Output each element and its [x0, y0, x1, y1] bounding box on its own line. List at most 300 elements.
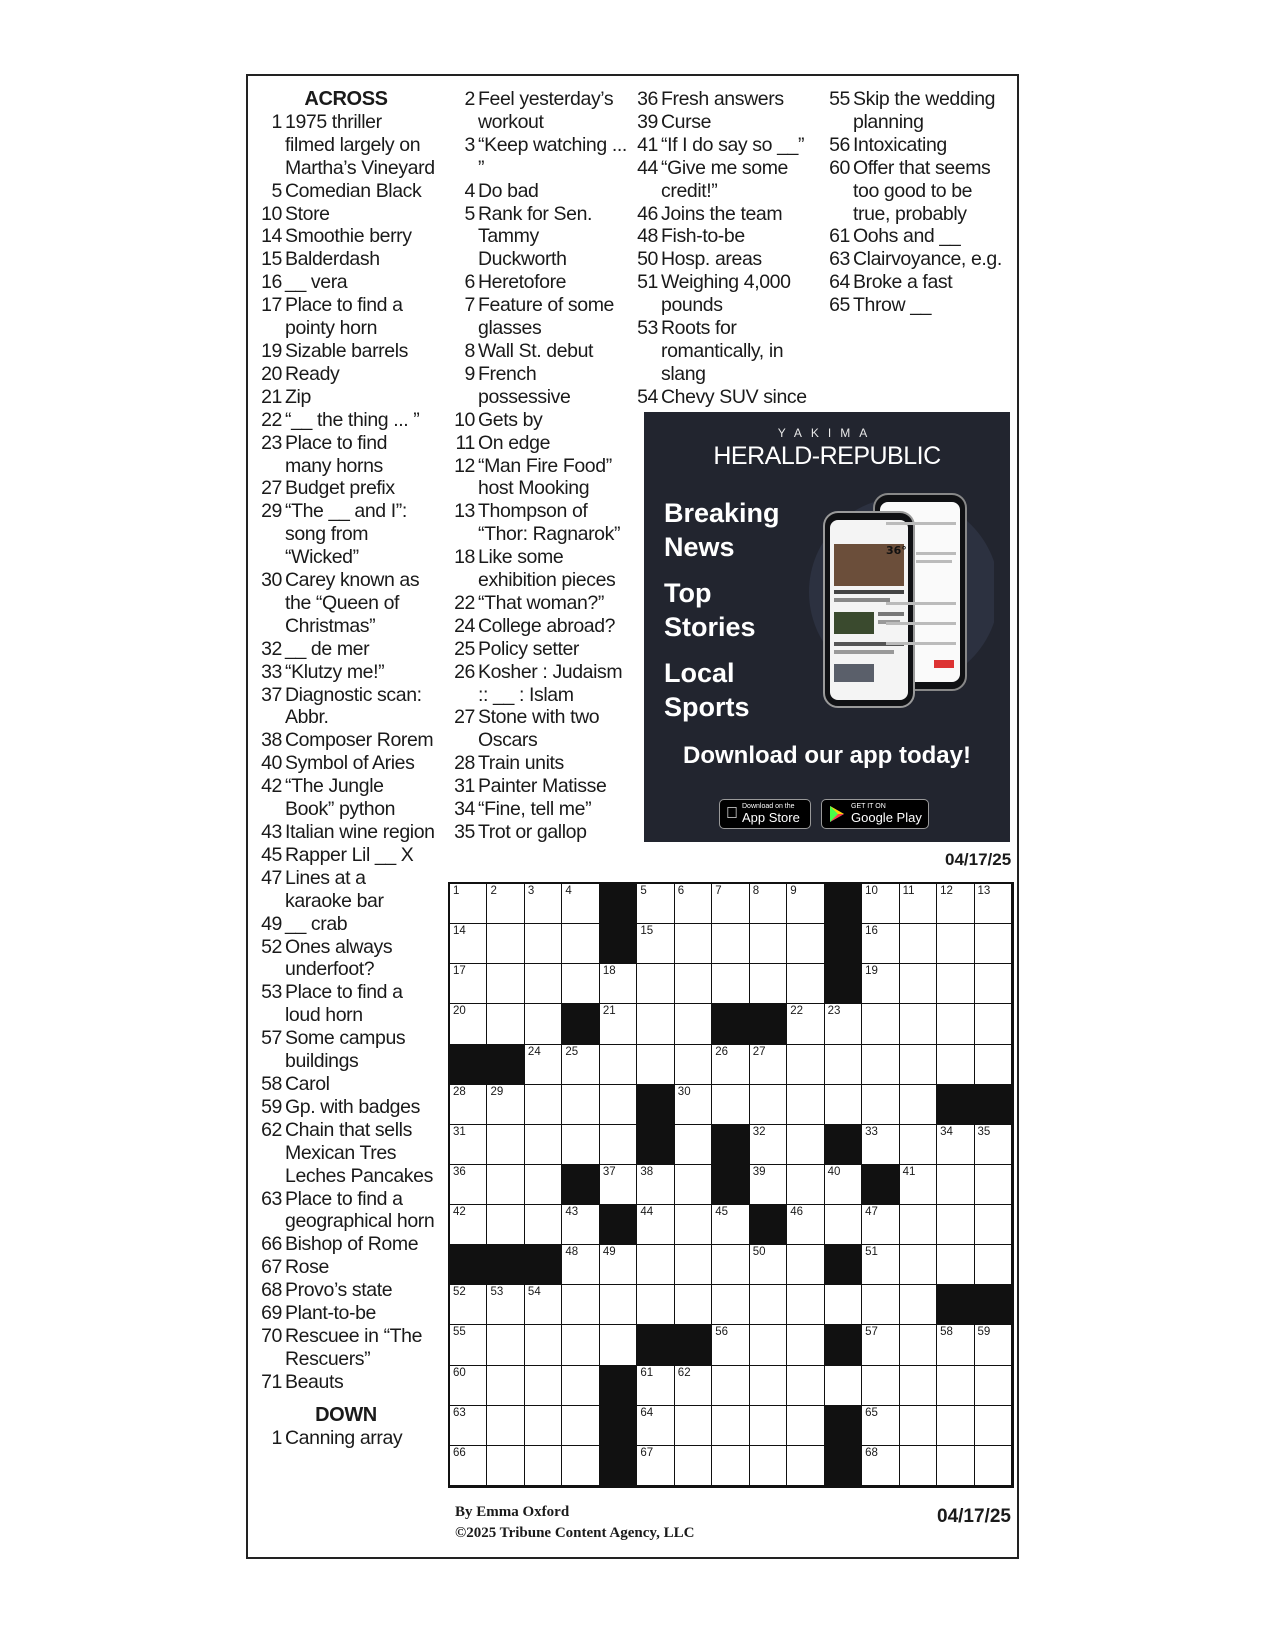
- grid-cell[interactable]: [487, 1165, 524, 1205]
- cell-number: 21: [602, 1005, 616, 1018]
- grid-cell[interactable]: [487, 1004, 524, 1044]
- grid-cell[interactable]: [637, 1245, 674, 1285]
- clue-number: 14: [261, 225, 282, 248]
- across-clue: [256, 111, 436, 180]
- grid-cell[interactable]: [487, 964, 524, 1004]
- grid-cell[interactable]: [450, 1125, 487, 1165]
- cell-number: 19: [865, 965, 878, 978]
- grid-cell[interactable]: [450, 1446, 487, 1486]
- grid-cell[interactable]: [787, 1366, 824, 1406]
- across-clue: [256, 661, 436, 684]
- grid-cell[interactable]: [937, 964, 974, 1004]
- down-clue-list: [449, 88, 629, 844]
- app-store-button[interactable]: [719, 799, 811, 829]
- black-square: [637, 1085, 674, 1125]
- grid-cell[interactable]: [637, 1285, 674, 1325]
- grid-cell[interactable]: [712, 1366, 749, 1406]
- grid-cell[interactable]: [825, 1366, 862, 1406]
- cell-number: 61: [640, 1366, 654, 1379]
- grid-cell[interactable]: [975, 1125, 1012, 1165]
- down-clue: [449, 134, 629, 180]
- cell-number: 24: [527, 1045, 541, 1058]
- clue-text: Chain that sells Mexican Tres Leches Pancakes: [285, 1118, 433, 1187]
- clue-number: 32: [261, 637, 282, 660]
- grid-cell[interactable]: [862, 924, 899, 964]
- cell-number: 52: [453, 1286, 466, 1299]
- grid-cell[interactable]: [900, 884, 937, 924]
- grid-cell[interactable]: [937, 1366, 974, 1406]
- grid-cell[interactable]: [862, 1045, 899, 1085]
- grid-cell[interactable]: [975, 1245, 1012, 1285]
- clue-number: 16: [261, 271, 282, 294]
- grid-cell[interactable]: [937, 884, 974, 924]
- across-clue: [256, 752, 436, 775]
- grid-cell[interactable]: [937, 1446, 974, 1486]
- grid-cell[interactable]: [525, 1125, 562, 1165]
- grid-cell[interactable]: [600, 1004, 637, 1044]
- grid-cell[interactable]: [562, 924, 599, 964]
- black-square: [825, 1125, 862, 1165]
- grid-cell[interactable]: [862, 1125, 899, 1165]
- grid-cell[interactable]: [600, 1245, 637, 1285]
- grid-cell[interactable]: [637, 1165, 674, 1205]
- grid-cell[interactable]: [450, 1406, 487, 1446]
- phone-temperature: 36°: [886, 544, 907, 557]
- grid-cell[interactable]: [712, 1205, 749, 1245]
- crossword-grid[interactable]: [448, 882, 1014, 1488]
- grid-cell[interactable]: [712, 1045, 749, 1085]
- grid-cell[interactable]: [787, 1205, 824, 1245]
- grid-cell[interactable]: [637, 1045, 674, 1085]
- grid-cell[interactable]: [675, 1085, 712, 1125]
- grid-cell[interactable]: [600, 1085, 637, 1125]
- black-square: [600, 884, 637, 924]
- grid-cell[interactable]: [787, 1085, 824, 1125]
- cell-number: 29: [490, 1085, 504, 1098]
- grid-cell[interactable]: [637, 1366, 674, 1406]
- grid-cell[interactable]: [562, 1125, 599, 1165]
- grid-cell[interactable]: [900, 964, 937, 1004]
- clue-text: Skip the wedding planning: [853, 88, 996, 133]
- grid-cell[interactable]: [750, 1325, 787, 1365]
- grid-cell[interactable]: [975, 1446, 1012, 1486]
- down-clue: [449, 203, 629, 272]
- grid-cell[interactable]: [825, 1205, 862, 1245]
- grid-cell[interactable]: [562, 964, 599, 1004]
- clue-text: Weighing 4,000 pounds: [661, 271, 791, 317]
- grid-cell[interactable]: [675, 1165, 712, 1205]
- grid-cell[interactable]: [487, 1085, 524, 1125]
- grid-cell[interactable]: [525, 1165, 562, 1205]
- grid-cell[interactable]: [787, 964, 824, 1004]
- black-square: [600, 1406, 637, 1446]
- clue-number: 61: [829, 225, 850, 248]
- grid-cell[interactable]: [450, 1205, 487, 1245]
- grid-cell[interactable]: [787, 1406, 824, 1446]
- down-clue: [632, 225, 822, 248]
- grid-cell[interactable]: [975, 1325, 1012, 1365]
- clue-text: Zip: [285, 385, 311, 408]
- grid-cell[interactable]: [487, 1205, 524, 1245]
- down-clue: [449, 432, 629, 455]
- clue-number: 15: [261, 248, 282, 271]
- clue-text: “If I do say so __”: [661, 133, 805, 156]
- grid-cell[interactable]: [525, 1045, 562, 1085]
- grid-cell[interactable]: [562, 1205, 599, 1245]
- down-clue: [449, 500, 629, 546]
- grid-cell[interactable]: [787, 1285, 824, 1325]
- grid-cell[interactable]: [487, 1366, 524, 1406]
- grid-cell[interactable]: [750, 1366, 787, 1406]
- grid-cell[interactable]: [675, 1446, 712, 1486]
- cell-number: 49: [602, 1246, 616, 1259]
- grid-cell[interactable]: [712, 1325, 749, 1365]
- grid-cell[interactable]: [787, 1446, 824, 1486]
- grid-cell[interactable]: [750, 1245, 787, 1285]
- clue-number: 43: [261, 821, 282, 843]
- grid-cell[interactable]: [937, 1406, 974, 1446]
- grid-cell[interactable]: [450, 1004, 487, 1044]
- grid-cell[interactable]: [750, 1085, 787, 1125]
- ad-promo-line: Local: [664, 658, 735, 688]
- grid-cell[interactable]: [637, 1205, 674, 1245]
- grid-cell[interactable]: [600, 964, 637, 1004]
- cell-number: 42: [453, 1206, 466, 1219]
- cell-number: 51: [865, 1246, 878, 1259]
- grid-cell[interactable]: [862, 1245, 899, 1285]
- grid-cell[interactable]: [525, 1446, 562, 1486]
- down-clue: [632, 157, 822, 203]
- clue-column-2: [449, 88, 629, 844]
- grid-cell[interactable]: [787, 1125, 824, 1165]
- grid-cell[interactable]: [975, 884, 1012, 924]
- clue-text: Place to find many horns: [285, 431, 388, 477]
- across-clue: [256, 867, 436, 913]
- down-clue: [449, 615, 629, 638]
- grid-cell[interactable]: [712, 1446, 749, 1486]
- clue-number: 71: [261, 1370, 282, 1393]
- grid-cell[interactable]: [750, 1406, 787, 1446]
- down-clue-list: [256, 1427, 436, 1450]
- grid-cell[interactable]: [937, 1245, 974, 1285]
- clue-text: Painter Matisse: [478, 775, 607, 798]
- grid-cell[interactable]: [712, 1245, 749, 1285]
- grid-cell[interactable]: [525, 964, 562, 1004]
- clue-number: 24: [454, 614, 475, 637]
- cell-number: 20: [453, 1005, 466, 1018]
- google-play-button[interactable]: [821, 799, 929, 829]
- grid-cell[interactable]: [562, 1325, 599, 1365]
- grid-cell[interactable]: [750, 1165, 787, 1205]
- across-clue: [256, 821, 436, 844]
- across-clue: [256, 684, 436, 730]
- grid-cell[interactable]: [562, 1085, 599, 1125]
- grid-cell[interactable]: [862, 1205, 899, 1245]
- grid-cell[interactable]: [487, 1285, 524, 1325]
- grid-cell[interactable]: [787, 1325, 824, 1365]
- across-clue: [256, 1371, 436, 1394]
- clue-text: “Fine, tell me”: [478, 798, 592, 821]
- grid-cell[interactable]: [937, 1125, 974, 1165]
- grid-cell[interactable]: [487, 1446, 524, 1486]
- cell-number: 6: [677, 885, 685, 897]
- down-heading: DOWN: [315, 1403, 377, 1426]
- grid-cell[interactable]: [562, 1285, 599, 1325]
- grid-cell[interactable]: [675, 1366, 712, 1406]
- grid-cell[interactable]: [825, 1165, 862, 1205]
- grid-cell[interactable]: [750, 884, 787, 924]
- grid-cell[interactable]: [712, 924, 749, 964]
- grid-cell[interactable]: [825, 1085, 862, 1125]
- grid-cell[interactable]: [600, 1285, 637, 1325]
- across-clue: [256, 1325, 436, 1371]
- cell-number: 56: [715, 1326, 729, 1339]
- cell-number: 7: [715, 885, 722, 897]
- grid-cell[interactable]: [750, 1446, 787, 1486]
- grid-cell[interactable]: [487, 884, 524, 924]
- grid-cell[interactable]: [525, 924, 562, 964]
- grid-cell[interactable]: [787, 1004, 824, 1044]
- grid-cell[interactable]: [975, 1366, 1012, 1406]
- across-clue: [256, 386, 436, 409]
- grid-cell[interactable]: [900, 1325, 937, 1365]
- cell-number: 34: [940, 1125, 953, 1138]
- grid-cell[interactable]: [525, 1004, 562, 1044]
- grid-cell[interactable]: [487, 1406, 524, 1446]
- across-clue: [256, 1188, 436, 1234]
- clue-text: Chevy SUV since: [661, 385, 807, 408]
- grid-cell[interactable]: [750, 1125, 787, 1165]
- grid-cell[interactable]: [525, 1205, 562, 1245]
- grid-cell[interactable]: [750, 1045, 787, 1085]
- grid-cell[interactable]: [675, 1285, 712, 1325]
- grid-cell[interactable]: [900, 1285, 937, 1325]
- grid-cell[interactable]: [562, 1406, 599, 1446]
- grid-cell[interactable]: [787, 924, 824, 964]
- grid-cell[interactable]: [750, 964, 787, 1004]
- clue-text: Ready: [285, 362, 340, 385]
- grid-cell[interactable]: [562, 1045, 599, 1085]
- grid-cell[interactable]: [862, 1446, 899, 1486]
- google-play-icon: [828, 805, 846, 823]
- grid-cell[interactable]: [600, 1325, 637, 1365]
- clue-column-3: [632, 88, 822, 432]
- cell-number: 38: [640, 1165, 654, 1178]
- grid-cell[interactable]: [675, 1125, 712, 1165]
- grid-cell[interactable]: [675, 1045, 712, 1085]
- grid-cell[interactable]: [675, 884, 712, 924]
- grid-cell[interactable]: [862, 884, 899, 924]
- grid-cell[interactable]: [975, 964, 1012, 1004]
- clue-number: 27: [261, 477, 282, 500]
- grid-cell[interactable]: [900, 1366, 937, 1406]
- grid-cell[interactable]: [937, 1045, 974, 1085]
- grid-cell[interactable]: [562, 884, 599, 924]
- grid-cell[interactable]: [450, 964, 487, 1004]
- grid-cell[interactable]: [900, 1085, 937, 1125]
- grid-cell[interactable]: [787, 1245, 824, 1285]
- grid-cell[interactable]: [787, 884, 824, 924]
- grid-cell[interactable]: [712, 884, 749, 924]
- across-clue: [256, 1096, 436, 1119]
- grid-cell[interactable]: [450, 1085, 487, 1125]
- grid-cell[interactable]: [525, 1325, 562, 1365]
- copyright: ©2025 Tribune Content Agency, LLC: [455, 1525, 695, 1541]
- grid-cell[interactable]: [525, 1085, 562, 1125]
- grid-cell[interactable]: [712, 964, 749, 1004]
- grid-cell[interactable]: [450, 924, 487, 964]
- grid-cell[interactable]: [937, 1205, 974, 1245]
- grid-cell[interactable]: [975, 1004, 1012, 1044]
- grid-cell[interactable]: [937, 1325, 974, 1365]
- grid-cell[interactable]: [675, 1205, 712, 1245]
- grid-cell[interactable]: [975, 1205, 1012, 1245]
- app-store-small-label: Download on the: [730, 803, 783, 810]
- cell-number: 16: [865, 925, 878, 938]
- clue-number: 2: [464, 88, 475, 110]
- black-square: [562, 1004, 599, 1044]
- grid-cell[interactable]: [900, 1446, 937, 1486]
- grid-cell[interactable]: [562, 1245, 599, 1285]
- grid-cell[interactable]: [637, 1004, 674, 1044]
- grid-cell[interactable]: [675, 964, 712, 1004]
- grid-cell[interactable]: [937, 924, 974, 964]
- across-clue: [256, 936, 436, 982]
- grid-cell[interactable]: [787, 1165, 824, 1205]
- grid-cell[interactable]: [937, 1004, 974, 1044]
- clue-text: Carol: [285, 1072, 330, 1095]
- grid-cell[interactable]: [712, 1406, 749, 1446]
- grid-cell[interactable]: [937, 1165, 974, 1205]
- grid-cell[interactable]: [900, 1406, 937, 1446]
- grid-cell[interactable]: [525, 1406, 562, 1446]
- down-clue: [449, 821, 629, 844]
- black-square: [750, 1004, 787, 1044]
- grid-cell[interactable]: [825, 1004, 862, 1044]
- black-square: [600, 1205, 637, 1245]
- grid-cell[interactable]: [487, 1125, 524, 1165]
- clue-number: 13: [454, 500, 475, 523]
- clue-number: 45: [261, 843, 282, 866]
- clue-text: Intoxicating: [853, 133, 947, 156]
- app-advertisement[interactable]: [644, 412, 1010, 842]
- clue-text: Italian wine region: [285, 821, 435, 843]
- grid-cell[interactable]: [450, 884, 487, 924]
- clue-text: “Klutzy me!”: [285, 660, 385, 683]
- grid-cell[interactable]: [900, 1125, 937, 1165]
- cell-number: 26: [715, 1045, 729, 1058]
- grid-cell[interactable]: [975, 1406, 1012, 1446]
- grid-cell[interactable]: [525, 1285, 562, 1325]
- grid-cell[interactable]: [487, 1325, 524, 1365]
- grid-cell[interactable]: [562, 1446, 599, 1486]
- cell-number: 11: [902, 885, 915, 897]
- cell-number: 37: [602, 1165, 616, 1178]
- clue-text: Policy setter: [478, 637, 580, 660]
- grid-cell[interactable]: [862, 1285, 899, 1325]
- grid-cell[interactable]: [750, 924, 787, 964]
- cell-number: 41: [902, 1165, 916, 1178]
- clue-number: 49: [261, 912, 282, 935]
- clue-number: 22: [261, 408, 282, 431]
- cell-number: 54: [527, 1286, 541, 1299]
- grid-cell[interactable]: [525, 884, 562, 924]
- grid-cell[interactable]: [975, 1165, 1012, 1205]
- grid-cell[interactable]: [900, 1245, 937, 1285]
- grid-cell[interactable]: [750, 1285, 787, 1325]
- down-clue: [449, 363, 629, 409]
- grid-cell[interactable]: [675, 1004, 712, 1044]
- grid-cell[interactable]: [600, 1045, 637, 1085]
- grid-cell[interactable]: [900, 924, 937, 964]
- down-clue: [449, 661, 629, 707]
- grid-cell[interactable]: [637, 1406, 674, 1446]
- grid-cell[interactable]: [637, 964, 674, 1004]
- clue-text: “Man Fire Food” host Mooking: [478, 454, 612, 500]
- grid-cell[interactable]: [525, 1366, 562, 1406]
- grid-cell[interactable]: [562, 1366, 599, 1406]
- grid-cell[interactable]: [487, 924, 524, 964]
- clue-number: 31: [454, 775, 475, 798]
- clue-text: Gets by: [478, 408, 543, 431]
- grid-cell[interactable]: [825, 1045, 862, 1085]
- grid-cell[interactable]: [675, 1245, 712, 1285]
- grid-cell[interactable]: [450, 1366, 487, 1406]
- grid-cell[interactable]: [600, 1125, 637, 1165]
- clue-text: __ crab: [285, 912, 348, 935]
- clue-number: 10: [261, 202, 282, 225]
- grid-cell[interactable]: [975, 924, 1012, 964]
- across-clue: [256, 203, 436, 226]
- grid-cell[interactable]: [450, 1165, 487, 1205]
- grid-cell[interactable]: [637, 924, 674, 964]
- grid-cell[interactable]: [787, 1045, 824, 1085]
- grid-cell[interactable]: [825, 1285, 862, 1325]
- grid-cell[interactable]: [975, 1045, 1012, 1085]
- grid-cell[interactable]: [900, 1205, 937, 1245]
- clue-text: Throw __: [853, 294, 932, 317]
- grid-cell[interactable]: [862, 1406, 899, 1446]
- clue-text: Do bad: [478, 179, 539, 202]
- cell-number: 14: [453, 925, 466, 938]
- grid-cell[interactable]: [675, 1406, 712, 1446]
- grid-cell[interactable]: [450, 1325, 487, 1365]
- grid-cell[interactable]: [900, 1165, 937, 1205]
- grid-cell[interactable]: [862, 1366, 899, 1406]
- grid-cell[interactable]: [900, 1045, 937, 1085]
- across-clue: [256, 569, 436, 638]
- clue-number: 29: [261, 500, 282, 523]
- grid-cell[interactable]: [712, 1085, 749, 1125]
- clue-text: 1975 thriller filmed largely on Martha’s Vineyard: [285, 110, 435, 179]
- grid-cell[interactable]: [862, 1085, 899, 1125]
- grid-cell[interactable]: [637, 1446, 674, 1486]
- grid-cell[interactable]: [450, 1285, 487, 1325]
- clue-text: Fresh answers: [661, 88, 784, 110]
- grid-cell[interactable]: [637, 884, 674, 924]
- grid-cell[interactable]: [862, 1004, 899, 1044]
- grid-cell[interactable]: [600, 1165, 637, 1205]
- grid-cell[interactable]: [675, 924, 712, 964]
- grid-cell[interactable]: [712, 1285, 749, 1325]
- clue-number: 37: [261, 683, 282, 706]
- grid-cell[interactable]: [862, 1325, 899, 1365]
- black-square: [450, 1045, 487, 1085]
- down-clue: [824, 294, 1014, 317]
- across-clue: [256, 844, 436, 867]
- grid-cell[interactable]: [900, 1004, 937, 1044]
- grid-cell[interactable]: [862, 964, 899, 1004]
